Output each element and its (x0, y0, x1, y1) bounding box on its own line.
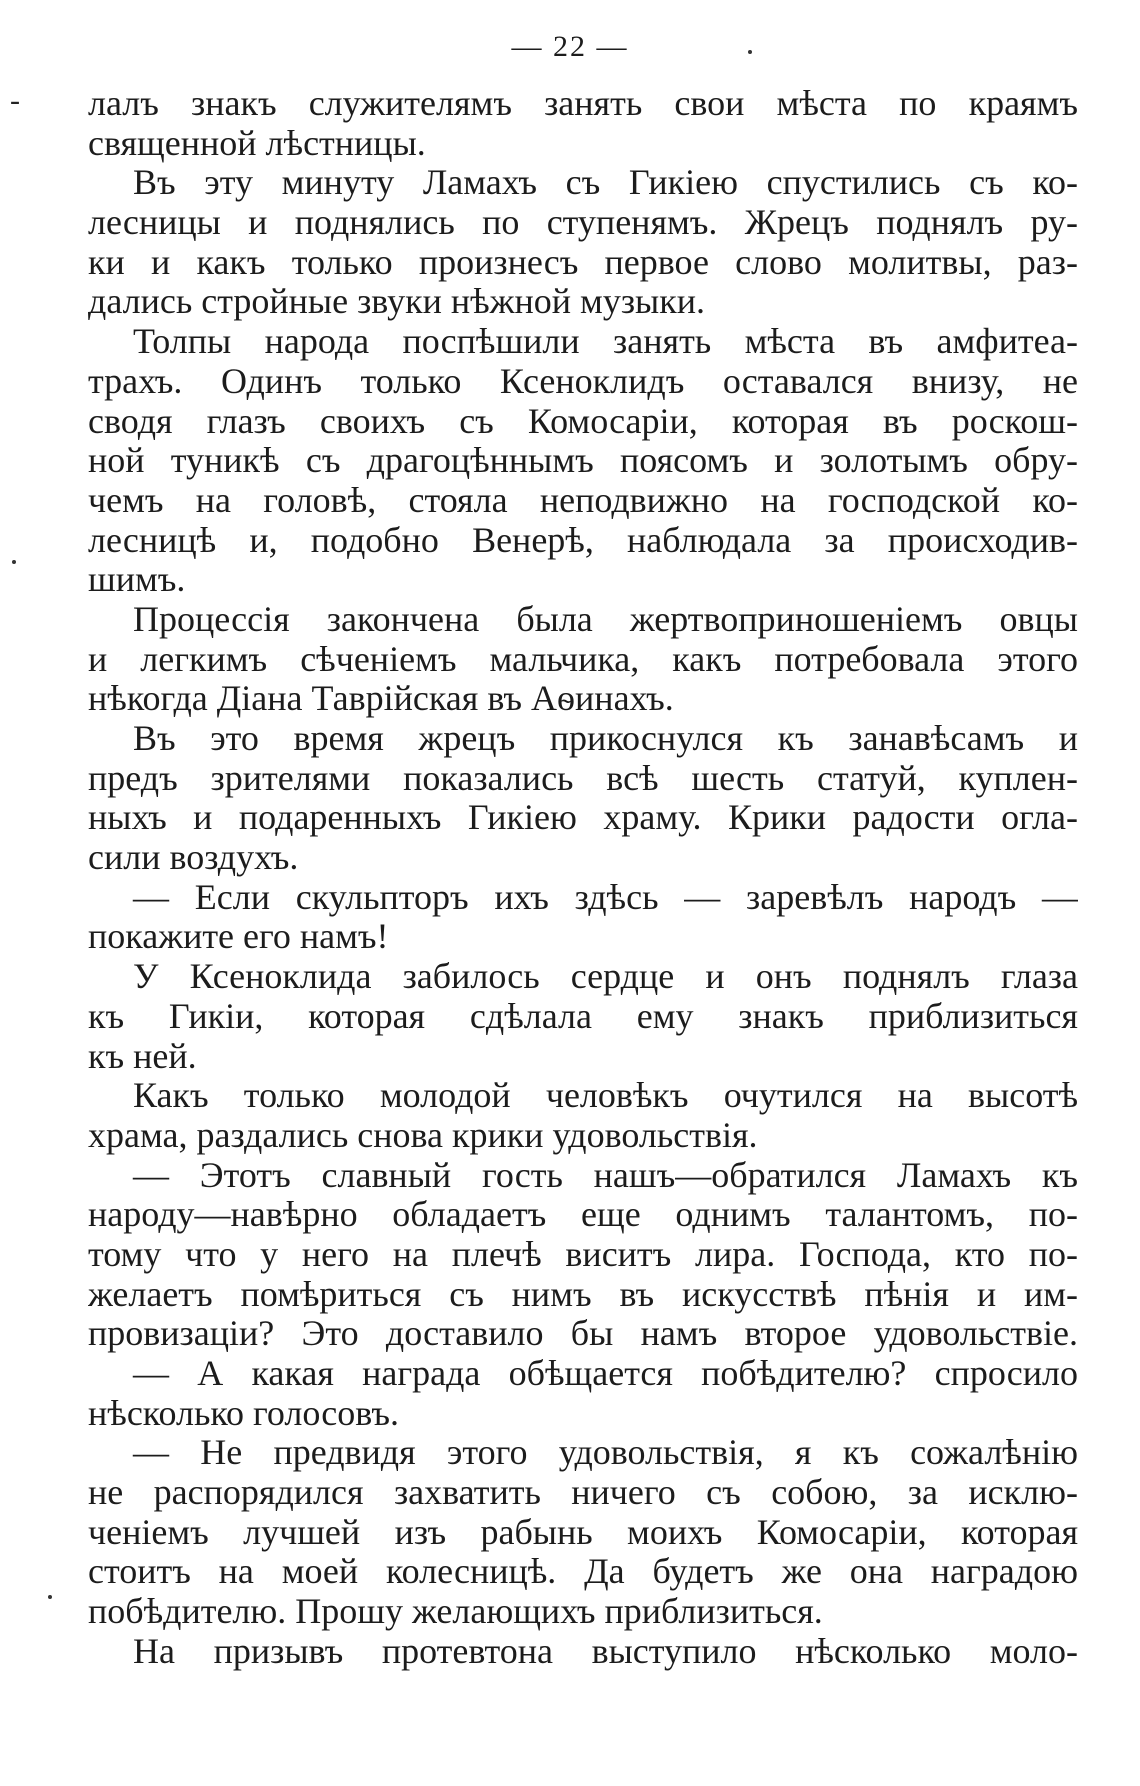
text-line: народу—навѣрно обладаетъ еще однимъ талантомъ, по- (88, 1195, 1078, 1235)
text-line: чемъ на головѣ, стояла неподвижно на господской ко- (88, 480, 1078, 520)
text-line: дались стройные звуки нѣжной музыки. (88, 282, 705, 322)
text-line: Въ это время жрецъ прикоснулся къ занавѣсамъ и (133, 719, 1078, 758)
text-line: побѣдителю. Прошу желающихъ приблизиться. (88, 1592, 823, 1632)
text-line: трахъ. Одинъ только Ксеноклидъ оставался внизу, не (88, 361, 1078, 401)
ink-speck (748, 50, 752, 54)
text-line: и легкимъ сѣченіемъ мальчика, какъ потребовала этого (88, 639, 1078, 679)
text-line: Толпы народа поспѣшили занять мѣста въ амфитеа- (133, 322, 1078, 362)
text-line: лалъ знакъ служителямъ занять свои мѣста по краямъ (88, 84, 1078, 123)
page-number: — 22 — (511, 30, 629, 63)
text-line: Процессія закончена была жертвоприношеніемъ овцы (133, 599, 1078, 639)
text-line: ныхъ и подаренныхъ Гикіею храму. Крики радости огла- (88, 798, 1078, 838)
text-line: тому что у него на плечѣ виситъ лира. Господа, кто по- (88, 1234, 1078, 1274)
text-line: — Если скульпторъ ихъ здѣсь — заревѣлъ народъ — (133, 877, 1078, 917)
text-line: священной лѣстницы. (88, 123, 426, 163)
text-line: предъ зрителями показались всѣ шесть статуй, куплен- (88, 758, 1078, 798)
text-line: провизаціи? Это доставило бы намъ второе удовольствіе. (88, 1314, 1078, 1354)
text-line: покажите его намъ! (88, 917, 389, 957)
text-line: На призывъ протевтона выступило нѣсколько моло- (133, 1631, 1078, 1671)
text-line: сводя глазъ своихъ съ Комосаріи, которая въ роскош- (88, 401, 1078, 441)
text-line: ченіемъ лучшей изъ рабынь моихъ Комосаріи, которая (88, 1512, 1078, 1552)
text-line: — Этотъ славный гость нашъ—обратился Ламахъ къ (133, 1155, 1078, 1195)
body-text (88, 84, 1078, 1672)
margin-mark: - (10, 84, 20, 117)
text-line: къ Гикіи, которая сдѣлала ему знакъ приблизиться (88, 996, 1078, 1036)
text-line: Какъ только молодой человѣкъ очутился на высотѣ (133, 1076, 1078, 1116)
ink-speck (12, 560, 16, 564)
text-line: ки и какъ только произнесъ первое слово молитвы, раз- (88, 242, 1078, 282)
text-line: желаетъ помѣриться съ нимъ въ искусствѣ пѣнія и им- (88, 1274, 1078, 1314)
text-line: лесницы и поднялись по ступенямъ. Жрецъ поднялъ ру- (88, 203, 1078, 243)
text-line: сили воздухъ. (88, 838, 299, 878)
text-line: нѣкогда Діана Таврійская въ Аѳинахъ. (88, 679, 674, 719)
text-line: храма, раздались снова крики удовольствія. (88, 1115, 758, 1155)
text-line: — Не предвидя этого удовольствія, я къ сожалѣнію (133, 1433, 1078, 1473)
text-line: Въ эту минуту Ламахъ съ Гикіею спустились съ ко- (133, 163, 1078, 203)
ink-speck (48, 1595, 52, 1599)
text-line: — А какая награда обѣщается побѣдителю? спросило (133, 1354, 1078, 1393)
text-line: ной туникѣ съ драгоцѣннымъ поясомъ и золотымъ обру- (88, 441, 1078, 481)
text-line: лесницѣ и, подобно Венерѣ, наблюдала за происходив- (88, 520, 1078, 560)
text-line: нѣсколько голосовъ. (88, 1393, 399, 1433)
text-line: стоитъ на моей колесницѣ. Да будетъ же она наградою (88, 1552, 1078, 1592)
text-line: шимъ. (88, 560, 186, 600)
text-line: къ ней. (88, 1036, 197, 1076)
text-line: не распорядился захватить ничего съ собою, за исклю- (88, 1473, 1078, 1513)
text-line: У Ксеноклида забилось сердце и онъ поднялъ глаза (133, 957, 1078, 997)
